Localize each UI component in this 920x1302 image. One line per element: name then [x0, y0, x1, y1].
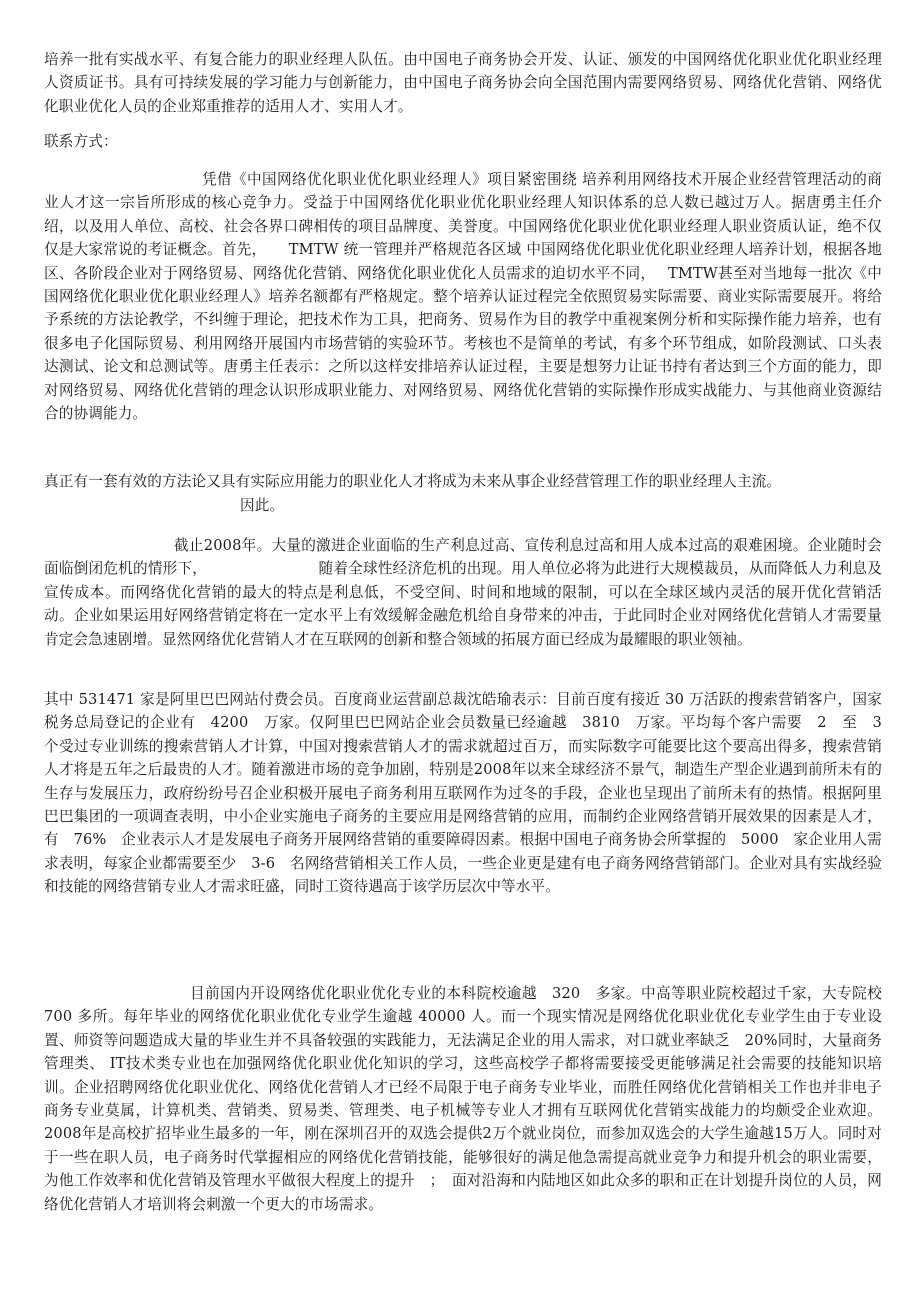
paragraph-alibaba: 其中 531471 家是阿里巴巴网站付费会员。百度商业运营副总裁沈皓瑜表示：目前百度有接近 30 万活跃的搜索营销客户，国家税务总局登记的企业有 4200 万家。仅阿里巴巴网站企业会员数量已经逾越 3810 万家。平均每个客户需要 2 至 3 个受过专业训练的搜索营销人才计算，中国对搜索营销人才的需求就超过百万，而实际数字可能要比这个要高出得多，搜索营销人才将是五年之后最贵的人才。随着激进市场的竞争加剧，特别是2008年以来全球经济不景气，制造生产型企业遇到前所未有的生存与发展压力，政府纷纷号召企业积极开展电子商务利用互联网作为过冬的手段，企业也呈现出了前所未有的热情。根据阿里巴巴集团的一项调查表明，中小企业实施电子商务的主要应用是网络营销的应用，而制约企业网络营销开展效果的因素是人才，有 76% 企业表示人才是发展电子商务开展网络营销的重要障碍因素。根据中国电子商务协会所掌握的 5000 家企业用人需求表明，每家企业都需要至少 3-6 名网络营销相关工作人员，一些企业更是建有电子商务网络营销部门。企业对具有实战经验和技能的网络营销专业人才需求旺盛，同时工资待遇高于该学历层次中等水平。: [44, 691, 897, 896]
paragraph-therefore: 因此。: [240, 497, 285, 514]
paragraph-crisis: 截止2008年。大量的激进企业面临的生产利息过高、宣传利息过高和用人成本过高的艰难困境。企业随时会面临倒闭危机的情形下， 随着全球性经济危机的出现。用人单位必将为此进行大规模裁员，从而降低人力利息及宣传成本。而网络优化营销的最大的特点是利息低，不受空间、时间和地域的限制，可以在全球区域内灵活的展开优化营销活动。企业如果运用好网络营销定将在一定水平上有效缓解金融危机给自身带来的冲击，于此同时企业对网络优化营销人才需要量肯定会急速剧增。显然网络优化营销人才在互联网的创新和整合领域的拓展方面已经成为最耀眼的职业领袖。: [44, 537, 882, 648]
paragraph-project: 凭借《中国网络优化职业优化职业经理人》项目紧密围绕 培养利用网络技术开展企业经营管理活动的商业人才这一宗旨所形成的核心竞争力。受益于中国网络优化职业优化职业经理人知识体系的总人数已越过万人。据唐勇主任介绍，以及用人单位、高校、社会各界口碑相传的项目品牌度、美誉度。中国网络优化职业优化职业经理人职业资质认证，绝不仅仅是大家常说的考证概念。首先， TMTW 统一管理并严格规范各区域 中国网络优化职业优化职业经理人培养计划，根据各地区、各阶段企业对于网络贸易、网络优化营销、网络优化职业优化人员需求的迫切水平不同， TMTW甚至对当地每一批次《中国网络优化职业优化职业经理人》培养名额都有严格规定。整个培养认证过程完全依照贸易实际需要、商业实际需要展开。将给予系统的方法论教学，不纠缠于理论，把技术作为工具，把商务、贸易作为目的教学中重视案例分析和实际操作能力培养，也有很多电子化国际贸易、利用网络开展国内市场营销的实验环节。考核也不是简单的考试，有多个环节组成，如阶段测试、口头表达测试、论文和总测试等。唐勇主任表示：之所以这样安排培养认证过程，主要是想努力让证书持有者达到三个方面的能力，即对网络贸易、网络优化营销的理念认识形成职业能力、对网络贸易、网络优化营销的实际操作形成实战能力、与其他商业资源结合的协调能力。: [44, 171, 882, 423]
paragraph-mainstream: 真正有一套有效的方法论又具有实际应用能力的职业化人才将成为未来从事企业经营管理工作的职业经理人主流。: [44, 473, 782, 490]
paragraph-contact: 联系方式：: [44, 133, 118, 150]
paragraph-colleges: 目前国内开设网络优化职业优化专业的本科院校逾越 320 多家。中高等职业院校超过千家，大专院校 700 多所。每年毕业的网络优化职业优化专业学生逾越 40000 人。而一个现实情况是网络优化职业优化专业学生由于专业设置、师资等问题造成大量的毕业生并不具备较强的实践能力，无法满足企业的用人需求，对口就业率缺乏 20%同时，大量商务管理类、 IT技术类专业也在加强网络优化职业优化知识的学习，这些高校学子都将需要接受更能够满足社会需要的技能知识培训。企业招聘网络优化职业优化、网络优化营销人才已经不局限于电子商务专业毕业，而胜任网络优化营销相关工作也并非电子商务专业莫属，计算机类、营销类、贸易类、管理类、电子机械等专业人才拥有互联网优化营销实战能力的均颇受企业欢迎。 2008年是高校扩招毕业生最多的一年，刚在深圳召开的双选会提供2万个就业岗位，而参加双选会的大学生逾越15万人。同时对于一些在职人员，电子商务时代掌握相应的网络优化营销技能，能够很好的满足他急需提高就业竞争力和提升机会的职业需要，为他工作效率和优化营销及管理水平做很大程度上的提升 ； 面对沿海和内陆地区如此众多的职和正在计划提升岗位的人员，网络优化营销人才培训将会刺激一个更大的市场需求。: [44, 985, 882, 1213]
paragraph-intro: 培养一批有实战水平、有复合能力的职业经理人队伍。由中国电子商务协会开发、认证、颁发的中国网络优化职业优化职业经理人资质证书。具有可持续发展的学习能力与创新能力，由中国电子商务协会向全国范围内需要网络贸易、网络优化营销、网络优化职业优化人员的企业郑重推荐的适用人才、实用人才。: [44, 51, 882, 115]
